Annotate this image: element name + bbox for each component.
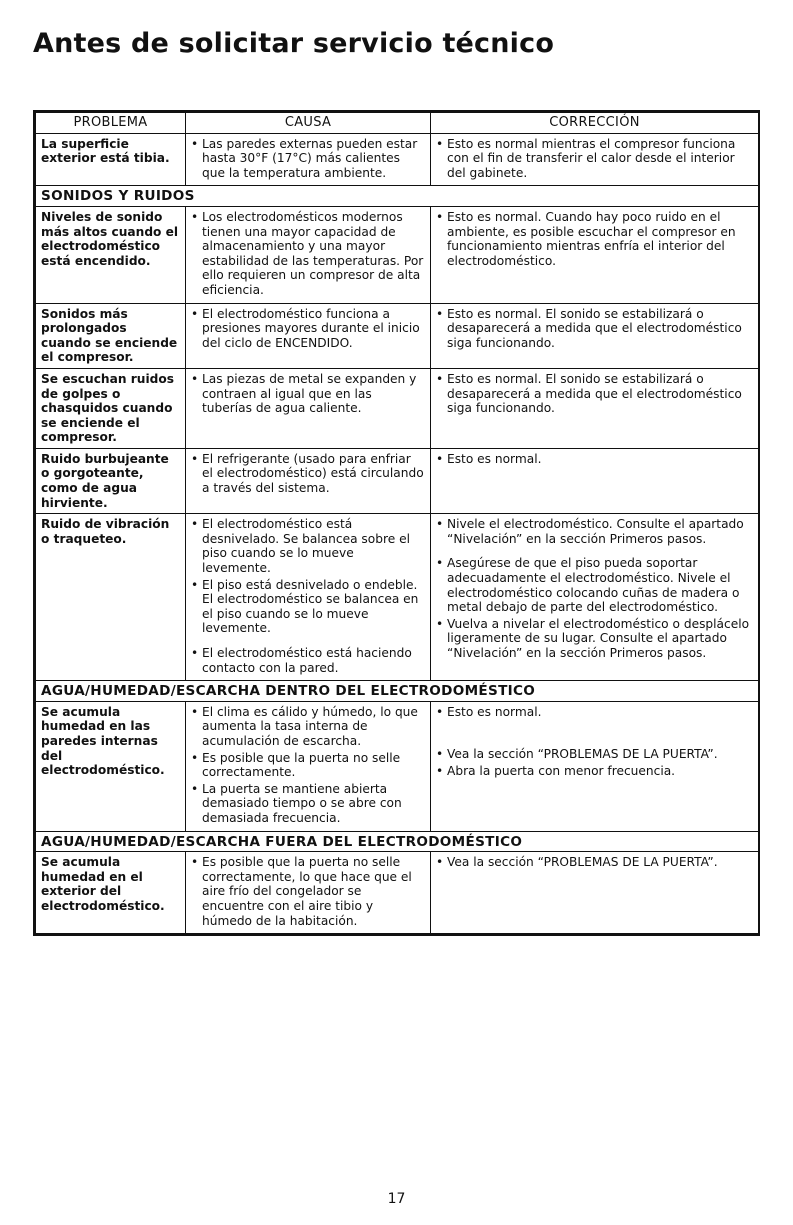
- section-title: SONIDOS Y RUIDOS: [36, 186, 759, 207]
- correction-item: • Esto es normal.: [436, 452, 753, 467]
- table-row: [36, 448, 759, 513]
- correction-cell: [431, 133, 759, 186]
- correction-item: • Asegúrese de que el piso pueda soportar adecuadamente el electrodoméstico. Nivele el electrodoméstico colocando cuñas de madera o metal debajo de parte del electrodoméstico.: [436, 556, 753, 614]
- section-row: [36, 681, 759, 702]
- troubleshooting-table: [33, 110, 760, 936]
- correction-item: • Vea la sección “PROBLEMAS DE LA PUERTA”.: [436, 747, 753, 762]
- cause-cell: [186, 701, 431, 831]
- cause-cell: [186, 368, 431, 448]
- correction-cell: [431, 701, 759, 831]
- correction-item: • Esto es normal. El sonido se estabilizará o desaparecerá a medida que el electrodoméstico siga funcionando.: [436, 307, 753, 351]
- cause-cell: [186, 852, 431, 934]
- table-row: [36, 303, 759, 368]
- correction-item: • Abra la puerta con menor frecuencia.: [436, 764, 753, 779]
- correction-item: • Vea la sección “PROBLEMAS DE LA PUERTA”.: [436, 855, 753, 870]
- page-number: 17: [387, 1191, 406, 1207]
- correction-item: • Nivele el electrodoméstico. Consulte el apartado “Nivelación” en la sección Primeros pasos.: [436, 517, 753, 546]
- page-title: Antes de solicitar servicio técnico: [33, 28, 555, 59]
- cause-item: • El piso está desnivelado o endeble. El electrodoméstico se balancea en el piso cuando se lo mueve levemente.: [191, 578, 425, 636]
- section-row: [36, 831, 759, 852]
- problem-cell: Niveles de sonido más altos cuando el electrodoméstico está encendido.: [36, 206, 186, 303]
- problem-cell: Se escuchan ruidos de golpes o chasquidos cuando se enciende el compresor.: [36, 368, 186, 448]
- correction-item: • Esto es normal. El sonido se estabilizará o desaparecerá a medida que el electrodoméstico siga funcionando.: [436, 372, 753, 416]
- correction-cell: [431, 206, 759, 303]
- cause-item: • Las piezas de metal se expanden y contraen al igual que en las tuberías de agua caliente.: [191, 372, 425, 416]
- section-title: AGUA/HUMEDAD/ESCARCHA DENTRO DEL ELECTRODOMÉSTICO: [36, 681, 759, 702]
- problem-cell: Ruido de vibración o traqueteo.: [36, 514, 186, 681]
- cause-cell: [186, 206, 431, 303]
- correction-item: • Esto es normal mientras el compresor funciona con el fin de transferir el calor desde el interior del gabinete.: [436, 137, 753, 181]
- table-row: [36, 701, 759, 831]
- header-correction: CORRECCIÓN: [431, 113, 759, 134]
- correction-cell: [431, 514, 759, 681]
- section-title: AGUA/HUMEDAD/ESCARCHA FUERA DEL ELECTRODOMÉSTICO: [36, 831, 759, 852]
- table-row: [36, 368, 759, 448]
- problem-cell: Se acumula humedad en el exterior del electrodoméstico.: [36, 852, 186, 934]
- problem-cell: Ruido burbujeante o gorgoteante, como de agua hirviente.: [36, 448, 186, 513]
- troubleshooting-grid: [35, 112, 759, 934]
- cause-item: • El electrodoméstico está desnivelado. Se balancea sobre el piso cuando se lo mueve levemente.: [191, 517, 425, 575]
- header-cause: CAUSA: [186, 113, 431, 134]
- correction-item: • Vuelva a nivelar el electrodoméstico o desplácelo ligeramente de su lugar. Consulte el apartado “Nivelación” en la sección Primeros pasos.: [436, 617, 753, 661]
- cause-item: • El refrigerante (usado para enfriar el electrodoméstico) está circulando a través del sistema.: [191, 452, 425, 496]
- cause-cell: [186, 448, 431, 513]
- correction-item: • Esto es normal.: [436, 705, 753, 720]
- cause-item: • El clima es cálido y húmedo, lo que aumenta la tasa interna de acumulación de escarcha.: [191, 705, 425, 749]
- table-row: [36, 852, 759, 934]
- cause-cell: [186, 303, 431, 368]
- correction-cell: [431, 852, 759, 934]
- header-row: [36, 113, 759, 134]
- correction-cell: [431, 448, 759, 513]
- cause-item: • El electrodoméstico funciona a presiones mayores durante el inicio del ciclo de ENCENDIDO.: [191, 307, 425, 351]
- table-body: [36, 133, 759, 934]
- problem-cell: La superficie exterior está tibia.: [36, 133, 186, 186]
- cause-item: • El electrodoméstico está haciendo contacto con la pared.: [191, 646, 425, 675]
- cause-item: • Las paredes externas pueden estar hasta 30°F (17°C) más calientes que la temperatura ambiente.: [191, 137, 425, 181]
- header-problem: PROBLEMA: [36, 113, 186, 134]
- problem-cell: Se acumula humedad en las paredes internas del electrodoméstico.: [36, 701, 186, 831]
- cause-cell: [186, 133, 431, 186]
- correction-item: • Esto es normal. Cuando hay poco ruido en el ambiente, es posible escuchar el compresor en funcionamiento mientras enfría el interior del electrodoméstico.: [436, 210, 753, 268]
- correction-cell: [431, 368, 759, 448]
- problem-cell: Sonidos más prolongados cuando se enciende el compresor.: [36, 303, 186, 368]
- table-row: [36, 206, 759, 303]
- cause-item: • Los electrodomésticos modernos tienen una mayor capacidad de almacenamiento y una mayor estabilidad de las temperaturas. Por ello requieren un compresor de alta eficiencia.: [191, 210, 425, 298]
- table-row: [36, 133, 759, 186]
- table-row: [36, 514, 759, 681]
- correction-cell: [431, 303, 759, 368]
- cause-item: • Es posible que la puerta no selle correctamente, lo que hace que el aire frío del congelador se encuentre con el aire tibio y húmedo de la habitación.: [191, 855, 425, 928]
- cause-item: • Es posible que la puerta no selle correctamente.: [191, 751, 425, 780]
- cause-item: • La puerta se mantiene abierta demasiado tiempo o se abre con demasiada frecuencia.: [191, 782, 425, 826]
- section-row: [36, 186, 759, 207]
- cause-cell: [186, 514, 431, 681]
